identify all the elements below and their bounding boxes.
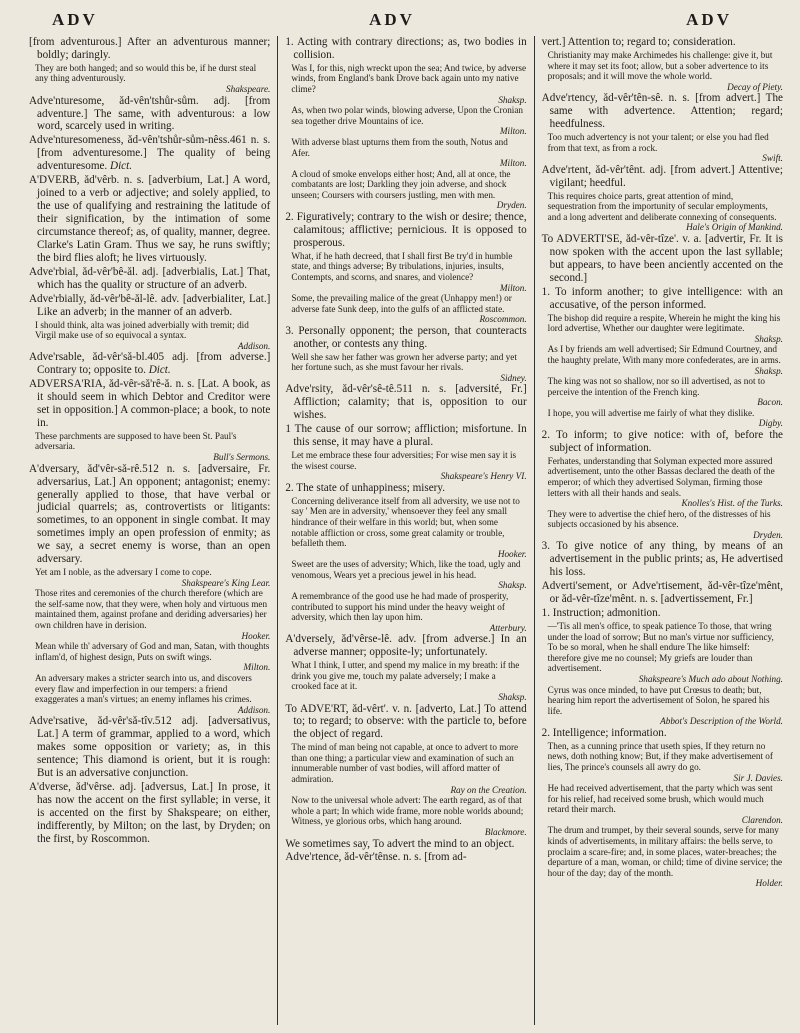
entry-text: Sweet are the uses of adversity; Which, like the toad, ugly and venomous, Wears yet a precious jewel in his head.	[291, 559, 521, 580]
citation	[29, 431, 270, 463]
dictionary-entry	[29, 378, 270, 430]
dictionary-entry	[542, 233, 783, 285]
citation	[285, 251, 526, 293]
entry-text: Adverti'sement, or Adve'rtisement, ǎd-vêr-tîze'mênt, or ǎd-vêr-tîze'mênt. n. s. [advertissement, Fr.]	[541, 580, 783, 606]
sense-definition	[285, 423, 526, 449]
entry-text: Let me embrace these four adversities; For wise men say it is the wisest course.	[291, 450, 517, 471]
entry-text: A'dversary, ǎd'vêr-sǎ-rê.512 n. s. [adversaire, Fr. adversarius, Lat.] An opponent; antagonist; enemy: generally applied to those, that have verbal or judicial quarrels; as, controvertists or litigants: sometimes, to an opponent in single combat. It may sometimes imply an open profession of enmity; as we say, a secret enemy is worse, than an open adversary.	[29, 462, 271, 566]
citation	[542, 344, 783, 376]
entry-text: Adve'rtence, ǎd-vêr'tênse. n. s. [from ad-	[285, 851, 467, 864]
entry-text: Concerning deliverance itself from all adversity, we use not to say ' Men are in adversity,' whensoever they feel any small hindrance of their welfare in this world; but, when some notable affliction or cross, some great calamity or trouble, befalleth them.	[291, 495, 520, 549]
entry-text: 2. Figuratively; contrary to the wish or desire; thence, calamitous; afflictive; pernicious. It is opposed to prosperous.	[285, 210, 527, 249]
citation-source: Holder.	[755, 878, 783, 889]
dictionary-entry	[29, 293, 270, 319]
dictionary-entry	[285, 851, 526, 864]
citation	[542, 685, 783, 727]
citation	[542, 741, 783, 783]
entry-text: What, if he hath decreed, that I shall first Be try'd in humble state, and things adverse; By tribulations, injuries, insults, Contempts, and scorns, and snares, and violence?	[291, 250, 513, 282]
citation-source: Knolles's Hist. of the Turks.	[681, 498, 783, 509]
citation	[542, 313, 783, 345]
dictionary-entry	[285, 383, 526, 422]
citation	[285, 496, 526, 559]
dictionary-entry	[29, 463, 270, 567]
entry-text: They were to advertise the chief hero, of the distresses of his subjects occasioned by his absence.	[547, 508, 771, 530]
citation-source: Addison.	[237, 704, 271, 715]
citation-source: Shaksp.	[498, 580, 527, 591]
header-center: ADV	[369, 10, 415, 29]
running-header	[12, 0, 792, 36]
citation	[285, 591, 526, 633]
dictionary-entry	[29, 351, 270, 377]
citation-source: Ray on the Creation.	[450, 784, 527, 795]
citation-source: Swift.	[762, 153, 783, 164]
entry-text: An adversary makes a stricter search into us, and discovers every flaw and imperfection in our tempers: a friend exaggerates a man's virtues; an enemy inflames his crimes.	[35, 672, 252, 705]
sense-definition	[542, 607, 783, 620]
entry-text: As I by friends am well advertised; Sir Edmund Courtney, and the haughty prelate, With many more confederates, are in arms.	[547, 344, 781, 365]
citation-source: Shakspeare's King Lear.	[181, 577, 271, 588]
entry-text: 1. Acting with contrary directions; as, two bodies in collision.	[285, 36, 527, 61]
citation-source: Hooker.	[241, 630, 271, 641]
citation-source: Milton.	[499, 282, 527, 293]
citation	[542, 621, 783, 684]
citation	[285, 137, 526, 169]
citation-source: Milton.	[243, 662, 271, 673]
entry-text: Adve'rtency, ǎd-vêr'tên-sê. n. s. [from advert.] The same with advertence. Attention; regard; heedfulness.	[541, 92, 783, 131]
entry-text: What I think, I utter, and spend my malice in my breath: if the drink you give me, touch my palate adversely; I make a crooked face at it.	[291, 660, 520, 692]
entry-text: Adve'rtent, ǎd-vêr'tênt. adj. [from advert.] Attentive; vigilant; heedful.	[541, 163, 783, 189]
entry-text: A'DVERB, ǎd'vêrb. n. s. [adverbium, Lat.] A word, joined to a verb or adjective; and solely applied, to the use of qualifying and restraining the latitude of their signification, by the intimation of some circumstance thereof; as, of quality, manner, degree. Clarke's Latin Gram. Thus we say, he runs swiftly; the bird flies aloft; he lives virtuously.	[29, 174, 271, 264]
entry-text: Was I, for this, nigh wreckt upon the sea; And twice, by adverse winds, from England's bank Drove back again unto my native clime?	[291, 62, 527, 95]
citation	[285, 352, 526, 384]
sense-definition	[542, 286, 783, 312]
citation-source: Addison.	[237, 340, 271, 351]
dictionary-entry	[29, 266, 270, 292]
dictionary-entry	[29, 134, 270, 173]
citation-source: Shakspeare's Much ado about Nothing.	[638, 673, 783, 684]
entry-text: Christianity may make Archimedes his challenge: give it, but where it may set its foot; allow, but a sober advertence to its proposals; and it will move the whole world.	[547, 49, 773, 82]
dictionary-entry	[29, 95, 270, 134]
columns	[22, 36, 790, 1025]
entry-text: Adve'rsable, ǎd-vêr'sǎ-bl.405 adj. [from adverse.] Contrary to; opposite to.	[29, 351, 271, 377]
entry-text: A'dverse, ǎd'vêrse. adj. [adversus, Lat.] In prose, it has now the accent on the first syllable; in verse, it is accented on the first by Shakspeare; on either, indifferently, by Milton; on the last, by Dryden; on the first, by Roscommon.	[29, 780, 271, 845]
entry-text: ADVERSA'RIA, ǎd-vêr-sǎ'rê-ǎ. n. s. [Lat. A book, as it should seem in which Debtor and Creditor were set in opposition.] A common-place; a book, to note in.	[29, 378, 271, 429]
citation-source: Shaksp.	[498, 94, 527, 105]
entry-text: As, when two polar winds, blowing adverse, Upon the Cronian sea together drive Mountains of ice.	[291, 105, 524, 126]
sense-definition	[542, 429, 783, 455]
entry-text: Adve'rsity, ǎd-vêr'sê-tê.511 n. s. [adversité, Fr.] Affliction; calamity; that is, opposition to our wishes.	[285, 383, 527, 422]
citation	[285, 169, 526, 211]
entry-text: A remembrance of the good use he had made of prosperity, contributed to support his mind under the heavy weight of adversity, which then lay upon him.	[291, 591, 509, 623]
entry-text: Adve'rbially, ǎd-vêr'bê-ǎl-lê. adv. [adverbialiter, Lat.] Like an adverb; in the manner of an adverb.	[29, 292, 271, 318]
entry-text: They are both hanged; and so would this be, if he durst steal any thing adventurously.	[35, 62, 257, 84]
entry-text: 2. The state of unhappiness; misery.	[285, 481, 445, 494]
citation-source: Sidney.	[500, 372, 527, 383]
citation-source: Dryden.	[496, 200, 527, 211]
citation	[285, 105, 526, 137]
entry-text: The king was not so shallow, nor so ill advertised, as not to perceive the intention of the French king.	[547, 376, 765, 397]
citation	[285, 450, 526, 482]
sense-definition	[285, 36, 526, 62]
entry-text: Yet am I noble, as the adversary I come to cope.	[35, 567, 212, 578]
sense-definition	[542, 727, 783, 740]
citation	[285, 63, 526, 105]
entry-text: Too much advertency is not your talent; or else you had fled from that text, as from a rock.	[547, 132, 769, 153]
dictionary-entry	[29, 36, 270, 62]
sense-definition	[285, 482, 526, 495]
entry-text: I should think, alta was joined adverbially with tremit; did Virgil make use of so equivocal a syntax.	[35, 319, 249, 341]
entry-text: Adve'nturesomeness, ǎd-vên'tshůr-sům-nêss.461 n. s. [from adventuresome.] The quality of being adventuresome.	[29, 134, 271, 173]
citation	[285, 559, 526, 591]
entry-text: The mind of man being not capable, at once to advert to more than one thing; a particular view and examination of such an innumerable number of vast bodies, will afford matter of admiration.	[291, 742, 519, 785]
citation	[542, 825, 783, 888]
citation	[542, 509, 783, 541]
citation-source: Shakspeare's Henry VI.	[440, 471, 527, 482]
entry-text: The drum and trumpet, by their several sounds, serve for many kinds of advertisements, in military affairs: the bells serve, to proclaim a scare-fire; and, in some places, water-breaches; the departure of a man, woman, or child; time of divine service; the hour of the day; day of the month.	[547, 825, 783, 878]
entry-text: 1 The cause of our sorrow; affliction; misfortune. In this sense, it may have a plural.	[285, 423, 527, 449]
entry-text: Those rites and ceremonies of the church therefore (which are the self-same now, that they were, when holy and virtuous men maintained them, against profane and deriding adversaries) her own children have in derision.	[35, 588, 268, 631]
entry-text: To ADVE'RT, ǎd-vêrt'. v. n. [adverto, Lat.] To attend to; to regard; to observe: with the particle to, before the object of regard.	[285, 702, 527, 741]
dictionary-entry	[542, 580, 783, 606]
entry-text: I hope, you will advertise me fairly of what they dislike.	[547, 407, 755, 418]
entry-text: Mean while th' adversary of God and man, Satan, with thoughts inflam'd, of highest design, Puts on swift wings.	[35, 641, 270, 662]
sense-definition	[542, 540, 783, 579]
sense-definition	[285, 325, 526, 351]
citation-source: Hale's Origin of Mankind.	[686, 222, 783, 233]
citation-source: Bacon.	[757, 397, 783, 408]
entry-text: These parchments are supposed to have been St. Paul's adversaria.	[35, 430, 237, 452]
citation-source: Shaksp.	[498, 691, 527, 702]
citation-source: Decay of Piety.	[727, 81, 783, 92]
citation	[29, 567, 270, 588]
entry-text: Some, the prevailing malice of the great (Unhappy men!) or adverse fate Sunk deep, into the gulfs of an afflicted state.	[291, 293, 512, 314]
dictionary-entry	[285, 838, 526, 851]
citation	[29, 588, 270, 641]
entry-text: vert.] Attention to; regard to; consideration.	[541, 36, 736, 48]
entry-text: [from adventurous.] After an adventurous manner; boldly; daringly.	[29, 36, 271, 61]
entry-text: A'dversely, ǎd'vêrse-lê. adv. [from adverse.] In an adverse manner; opposite-ly; unfortunately.	[285, 633, 527, 659]
citation	[29, 63, 270, 95]
citation-source: Shakspeare.	[226, 84, 271, 95]
citation	[542, 783, 783, 825]
citation	[285, 293, 526, 325]
entry-text: —'Tis all men's office, to speak patience To those, that wring under the load of sorrow; But no man's virtue nor sufficiency, To be so moral, when he shall endure The like himself: therefore give me no counsel; My griefs are louder than advertisement.	[547, 621, 774, 674]
column-2	[277, 36, 533, 1025]
entry-text: Adve'rbial, ǎd-vêr'bê-ǎl. adj. [adverbialis, Lat.] That, which has the quality or structure of an adverb.	[29, 265, 271, 291]
citation-source: Milton.	[499, 158, 527, 169]
entry-text: 2. To inform; to give notice: with of, before the subject of information.	[541, 428, 783, 454]
citation-source: Digby.	[758, 418, 783, 429]
citation-source: Sir J. Davies.	[733, 772, 783, 783]
entry-text: Well she saw her father was grown her adverse party; and yet her fortune such, as she must favour her rivals.	[291, 351, 517, 373]
entry-text: Ferhates, understanding that Solyman expected more assured advertisement, unto the other Bassas declared the death of the emperor; of which they advertised Solyman, firming those letters with all their hands and seals.	[547, 455, 775, 498]
entry-text: Now to the universal whole advert: The earth regard, as of that whole a part; In which wide frame, more noble worlds abound; Witness, ye glorious orbs, which hang around.	[291, 795, 524, 827]
citation	[542, 456, 783, 509]
entry-text: 2. Intelligence; information.	[541, 726, 667, 739]
citation	[285, 742, 526, 795]
entry-text: The bishop did require a respite, Wherein he might the king his lord advertise, Whether our daughter were legitimate.	[547, 312, 781, 334]
citation-source: Dryden.	[753, 529, 783, 540]
entry-text: Then, as a cunning prince that useth spies, If they return no news, doth nothing know; But, if they make advertisement of lies, The prince's counsels all awry do go.	[547, 740, 773, 772]
entry-text: Adve'rsative, ǎd-vêr'sǎ-tîv.512 adj. [adversativus, Lat.] A term of grammar, applied to a word, which makes some opposition or variety; as, in this sentence; This diamond is orient, but it is rough: But is an adversative conjunction.	[29, 715, 271, 779]
citation-source: Milton.	[499, 126, 527, 137]
citation-source: Atterbury.	[489, 622, 527, 633]
citation-source: Dict.	[107, 160, 132, 173]
dictionary-entry	[29, 174, 270, 265]
column-1	[22, 36, 277, 1025]
citation	[542, 191, 783, 233]
sense-definition	[285, 211, 526, 250]
citation-source: Shaksp.	[754, 365, 783, 376]
dictionary-entry	[542, 92, 783, 131]
dictionary-entry	[542, 36, 783, 49]
citation	[285, 795, 526, 837]
entry-text: This requires choice parts, great attention of mind, sequestration from the importunity of secular employments, and a long advertent and deliberate connexing of consequents.	[547, 190, 777, 222]
dictionary-entry	[285, 633, 526, 659]
citation-source: Bull's Sermons.	[213, 452, 271, 463]
entry-text: A cloud of smoke envelops either host; And, all at once, the combatants are lost; Darkling they join adverse, and shock unseen; Coursers with coursers justling, men with men.	[291, 168, 511, 200]
citation-source: Dict.	[145, 364, 171, 377]
header-right: ADV	[686, 10, 732, 29]
entry-text: We sometimes say, To advert the mind to an object.	[285, 837, 515, 850]
citation	[542, 408, 783, 429]
dictionary-entry	[542, 164, 783, 190]
entry-text: He had received advertisement, that the party which was sent for his relief, had received some brush, which would much retard their march.	[547, 783, 773, 815]
citation-source: Shaksp.	[754, 333, 783, 344]
dictionary-entry	[29, 715, 270, 780]
header-left: ADV	[52, 10, 98, 29]
citation-source: Abbot's Description of the World.	[660, 716, 783, 727]
citation-source: Clarendon.	[741, 814, 783, 825]
citation	[542, 376, 783, 408]
entry-text: 1. To inform another; to give intelligence: with an accusative, of the person informed.	[541, 285, 783, 311]
entry-text: With adverse blast upturns them from the south, Notus and Afer.	[291, 136, 508, 158]
citation-source: Hooker.	[497, 548, 527, 559]
entry-text: 1. Instruction; admonition.	[541, 607, 661, 620]
dictionary-entry	[285, 703, 526, 742]
entry-text: Adve'nturesome, ǎd-vên'tshůr-sům. adj. [from adventure.] The same, with adventurous: a low word, scarcely used in writing.	[29, 94, 271, 133]
citation	[29, 641, 270, 673]
citation	[285, 660, 526, 702]
citation	[29, 320, 270, 352]
entry-text: Cyrus was once minded, to have put Crœsus to death; but, hearing him report the advertisement of Solon, he spared his life.	[547, 684, 770, 716]
citation-source: Blackmore.	[484, 826, 527, 837]
citation	[542, 132, 783, 164]
citation	[29, 673, 270, 715]
dictionary-entry	[29, 781, 270, 846]
entry-text: 3. Personally opponent; the person, that counteracts another, or contests any thing.	[285, 324, 527, 350]
citation-source: Roscommon.	[479, 314, 527, 325]
entry-text: To ADVERTI'SE, ǎd-vêr-tîze'. v. a. [advertir, Fr. It is now spoken with the accent upon the last syllable; but appears, to have been anciently accented on the second.]	[541, 232, 783, 284]
entry-text: 3. To give notice of any thing, by means of an advertisement in the public prints; as, He advertised his loss.	[541, 540, 783, 579]
column-3	[534, 36, 790, 1025]
citation	[542, 50, 783, 92]
